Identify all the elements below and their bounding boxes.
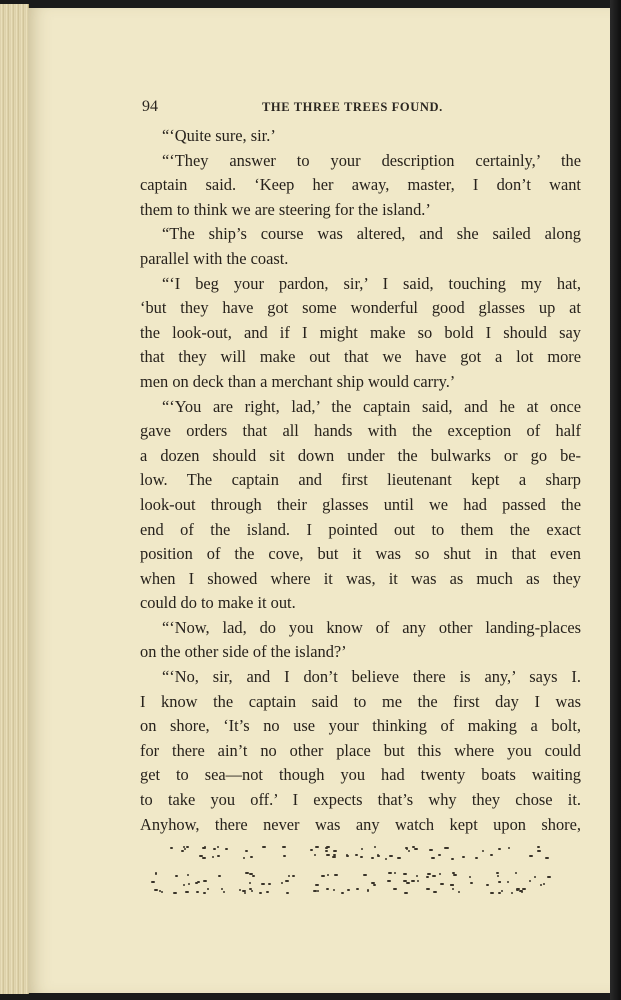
artifact-dot [347, 889, 350, 891]
artifact-dot [225, 848, 228, 850]
text-line: “‘I beg your pardon, sir,’ I said, touching my hat, [162, 273, 581, 293]
artifact-dot [346, 854, 348, 856]
artifact-dot [377, 855, 380, 857]
artifact-dot [321, 875, 325, 877]
text-line: parallel with the coast. [140, 248, 289, 268]
artifact-dot [470, 882, 473, 884]
artifact-dot [173, 892, 177, 894]
artifact-dot [393, 888, 397, 890]
body-text [140, 124, 581, 837]
artifact-dot [315, 884, 319, 886]
artifact-dot [203, 880, 207, 882]
artifact-dot [282, 846, 286, 848]
artifact-dot [326, 888, 329, 890]
artifact-dot [367, 889, 369, 891]
artifact-dot [252, 875, 255, 877]
artifact-dot [223, 891, 225, 893]
artifact-dot [511, 892, 513, 894]
artifact-dot [427, 873, 431, 875]
artifact-dot [286, 892, 289, 894]
artifact-dot [341, 892, 344, 894]
artifact-dot [310, 849, 313, 851]
artifact-dot [429, 849, 433, 851]
artifact-dot [204, 846, 206, 848]
artifact-dot [507, 881, 509, 883]
artifact-dot [387, 880, 391, 882]
artifact-dot [498, 892, 501, 894]
artifact-dot [249, 873, 253, 875]
artifact-dot [374, 846, 376, 848]
artifact-dot [183, 846, 185, 848]
text-line: to take you off.’ I expects that’s why they chose it. [140, 790, 581, 810]
page-number: 94 [142, 98, 158, 115]
artifact-dot [249, 888, 252, 890]
text-line: for there ain’t no other place but this where you could [140, 740, 581, 760]
text-line: “‘They answer to your description certainly,’ the [162, 150, 581, 170]
artifact-dot [334, 874, 338, 876]
artifact-dot [426, 876, 429, 878]
artifact-dot [327, 874, 329, 876]
artifact-dot [405, 847, 408, 849]
artifact-dot [547, 876, 551, 878]
text-line: low. The captain and first lieutenant kept a sharp [140, 470, 581, 490]
artifact-dot [445, 847, 449, 849]
text-line: gave orders that all hands with the exception of half [140, 421, 581, 441]
artifact-dot [522, 888, 526, 890]
artifact-dot [259, 892, 262, 894]
page-header [142, 98, 582, 120]
artifact-dot [438, 854, 441, 856]
artifact-dot [389, 855, 393, 857]
artifact-dot [433, 891, 437, 893]
artifact-dot [394, 872, 396, 874]
artifact-dot [529, 880, 531, 882]
artifact-dot [475, 857, 478, 859]
artifact-dot [497, 875, 499, 877]
artifact-dot [508, 847, 510, 849]
artifact-dot [268, 883, 271, 885]
artifact-dot [406, 882, 410, 884]
text-line: end of the island. I pointed out to them the exact [140, 519, 581, 539]
artifact-dot [292, 875, 295, 877]
artifact-dot [388, 872, 392, 874]
artifact-dot [203, 892, 206, 894]
artifact-dot [332, 856, 336, 858]
artifact-dot [212, 856, 214, 858]
artifact-dot [403, 873, 407, 875]
text-line: captain said. ‘Keep her away, master, I don’t want [140, 175, 581, 195]
artifact-dot [515, 872, 517, 874]
artifact-dot [431, 857, 435, 859]
text-line: on shore, ‘It’s no use your thinking of making a bolt, [140, 716, 581, 736]
artifact-dot [333, 850, 337, 852]
artifact-dot [313, 890, 317, 892]
artifact-dot [288, 875, 290, 877]
text-line: men on deck than a merchant ship would carry.’ [140, 371, 456, 391]
artifact-dot [462, 856, 465, 858]
artifact-dot [283, 855, 286, 857]
artifact-dot [183, 884, 185, 886]
artifact-dot [498, 848, 501, 850]
text-line: a dozen should sit down under the bulwarks or go be- [140, 445, 581, 465]
artifact-dot [411, 880, 415, 882]
artifact-dot [371, 882, 375, 884]
artifact-dot [499, 881, 501, 883]
artifact-dot [414, 848, 418, 850]
artifact-dot [285, 880, 289, 882]
artifact-dot [218, 875, 221, 877]
artifact-dot [416, 875, 418, 877]
artifact-dot [217, 855, 220, 857]
artifact-dot [516, 889, 519, 891]
artifact-dot [207, 888, 209, 890]
artifact-dot [543, 883, 545, 885]
text-line: ‘but they have got some wonderful good glasses up at [140, 298, 581, 318]
book-page-edges [0, 4, 29, 994]
artifact-dot [458, 891, 460, 893]
artifact-dot [151, 881, 155, 883]
artifact-dot [250, 856, 253, 858]
artifact-dot [239, 889, 241, 891]
artifact-dot [439, 873, 441, 875]
artifact-dot [355, 854, 358, 856]
artifact-dot [170, 847, 173, 849]
artifact-dot [154, 889, 158, 891]
text-line: could do to make it out. [140, 593, 296, 613]
artifact-dot [202, 857, 206, 859]
artifact-dot [196, 891, 199, 893]
artifact-dot [181, 850, 184, 852]
scan-artifact [150, 846, 560, 906]
artifact-dot [450, 884, 454, 886]
artifact-dot [469, 876, 471, 878]
artifact-dot [221, 888, 223, 890]
text-line: when I showed where it was, it was as much as they [140, 568, 581, 588]
artifact-dot [546, 857, 548, 859]
artifact-dot [281, 882, 283, 884]
artifact-dot [371, 857, 374, 859]
artifact-dot [426, 888, 430, 890]
artifact-dot [188, 883, 190, 885]
artifact-dot [217, 846, 219, 848]
artifact-dot [317, 890, 319, 892]
text-line: look-out through their glasses until we had passed the [140, 494, 581, 514]
artifact-dot [490, 892, 494, 894]
artifact-dot [249, 882, 251, 884]
artifact-dot [404, 892, 408, 894]
artifact-dot [417, 880, 419, 882]
running-title: THE THREE TREES FOUND. [262, 100, 443, 114]
artifact-dot [537, 850, 541, 852]
artifact-dot [155, 872, 157, 874]
artifact-dot [486, 884, 489, 886]
artifact-dot [186, 846, 189, 848]
artifact-dot [432, 875, 436, 877]
artifact-dot [251, 890, 253, 892]
artifact-dot [361, 848, 363, 850]
artifact-dot [185, 891, 189, 893]
artifact-dot [325, 847, 328, 849]
artifact-dot [452, 888, 454, 890]
artifact-dot [213, 848, 216, 850]
artifact-dot [184, 848, 186, 850]
artifact-dot [360, 856, 363, 858]
artifact-dot [540, 884, 542, 886]
artifact-dot [453, 874, 457, 876]
artifact-dot [314, 854, 316, 856]
artifact-dot [501, 890, 503, 892]
artifact-dot [385, 858, 387, 860]
artifact-dot [521, 891, 523, 893]
text-line: get to sea—not though you had twenty boats waiting [140, 765, 581, 785]
scan-border [610, 0, 621, 1000]
artifact-dot [187, 874, 189, 876]
text-line: position of the cove, but it was so shut in that even [140, 544, 581, 564]
artifact-dot [261, 883, 265, 885]
text-line: Anyhow, there never was any watch kept upon shore, [140, 814, 581, 834]
text-line: “The ship’s course was altered, and she sailed along [162, 224, 581, 244]
artifact-dot [397, 857, 401, 859]
artifact-dot [363, 874, 367, 876]
artifact-dot [325, 850, 328, 852]
text-line: that they will make out that we have got a lot more [140, 347, 581, 367]
artifact-dot [451, 858, 454, 860]
artifact-dot [537, 846, 540, 848]
artifact-dot [440, 883, 444, 885]
artifact-dot [333, 854, 336, 856]
artifact-dot [482, 850, 484, 852]
artifact-dot [197, 881, 200, 883]
artifact-dot [244, 892, 246, 894]
text-line: “‘Now, lad, do you know of any other landing-places [162, 617, 581, 637]
text-line: “‘No, sir, and I don’t believe there is any,’ says I. [162, 667, 581, 687]
text-line: them to think we are steering for the island.’ [140, 199, 431, 219]
text-line: “‘You are right, lad,’ the captain said, and he at once [162, 396, 581, 416]
artifact-dot [534, 876, 536, 878]
artifact-dot [408, 850, 410, 852]
artifact-dot [496, 872, 499, 874]
artifact-dot [199, 855, 203, 857]
text-line: the look-out, and if I might make so bold I should say [140, 322, 581, 342]
artifact-dot [326, 854, 330, 856]
artifact-dot [373, 884, 376, 886]
artifact-dot [315, 846, 319, 848]
text-line: “‘Quite sure, sir.’ [162, 126, 276, 145]
artifact-dot [243, 857, 245, 859]
artifact-dot [356, 888, 359, 890]
artifact-dot [245, 850, 248, 852]
artifact-dot [266, 891, 269, 893]
artifact-dot [262, 846, 266, 848]
artifact-dot [161, 891, 163, 893]
artifact-dot [175, 875, 178, 877]
artifact-dot [490, 854, 493, 856]
artifact-dot [333, 889, 335, 891]
text-line: on the other side of the island?’ [140, 642, 347, 662]
text-line: I know the captain said to me the first day I was [140, 691, 581, 711]
artifact-dot [529, 855, 533, 857]
